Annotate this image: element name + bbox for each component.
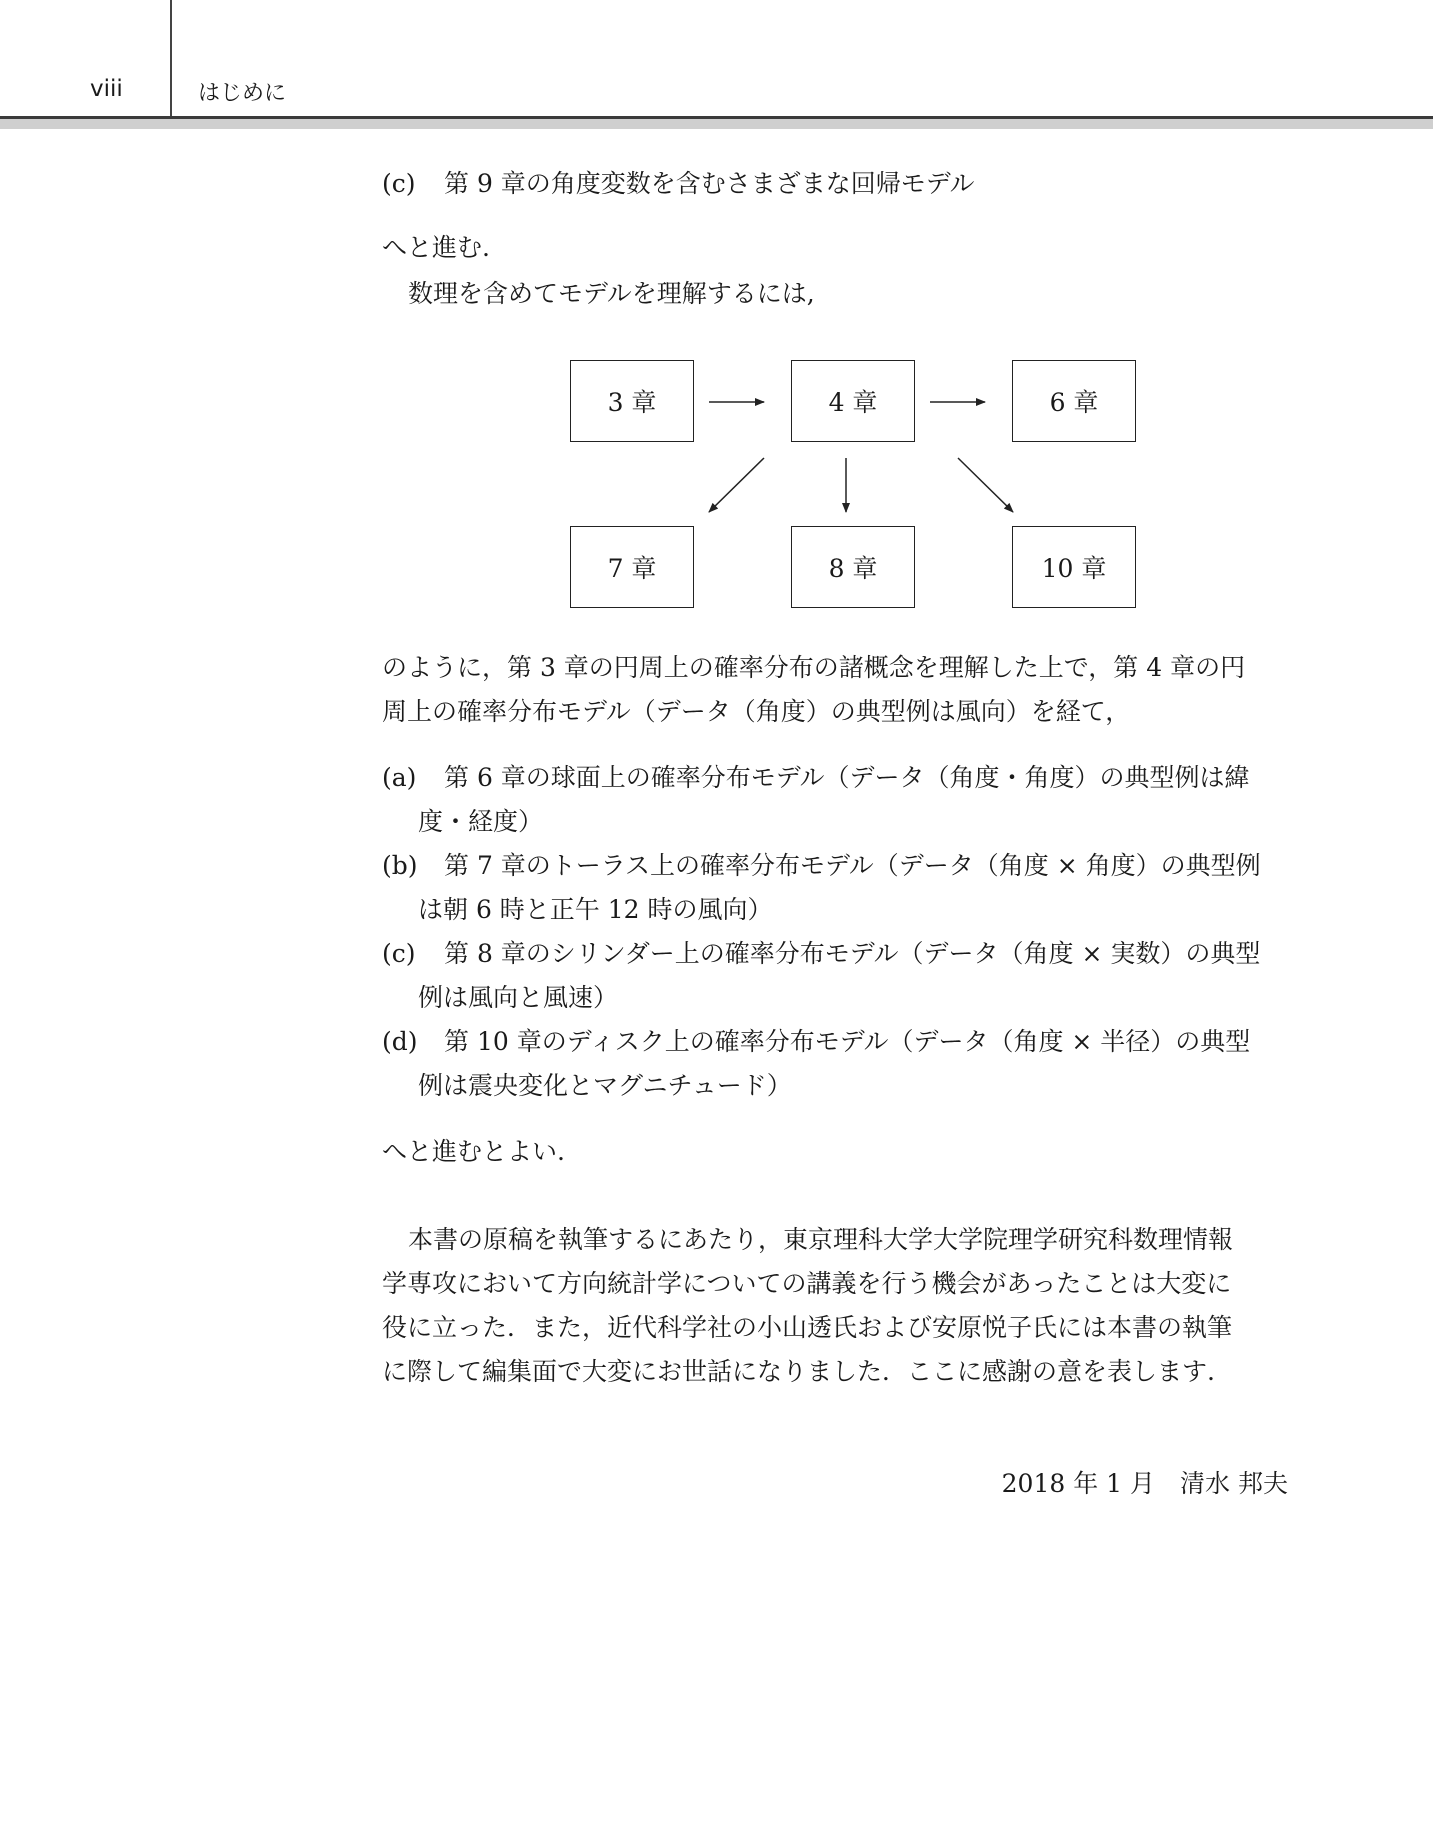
list-item-c	[382, 932, 1260, 976]
paragraph-line: 数理を含めてモデルを理解するには,	[408, 279, 815, 308]
signature-name: 清水 邦夫	[1180, 1469, 1288, 1498]
header-band	[0, 119, 1433, 129]
list-item-text: 第 7 章のトーラス上の確率分布モデル（データ（角度 × 角度）の典型例	[444, 851, 1261, 880]
list-item-text: 第 10 章のディスク上の確率分布モデル（データ（角度 × 半径）の典型	[444, 1027, 1251, 1056]
list-item-continuation: は朝 6 時と正午 12 時の風向）	[418, 895, 773, 924]
ack-line: 学専攻において方向統計学についての講義を行う機会があったことは大変に	[382, 1269, 1232, 1298]
list-item-continuation: 例は震央変化とマグニチュード）	[418, 1071, 792, 1100]
arrow-4-to-7	[709, 458, 764, 512]
signature-date: 2018 年 1 月	[1001, 1469, 1156, 1498]
list-item-a	[382, 756, 1250, 800]
node-chapter-8: 8 章	[791, 526, 915, 608]
ack-line: 本書の原稿を執筆するにあたり，東京理科大学大学院理学研究科数理情報	[408, 1225, 1234, 1254]
running-header	[0, 0, 1433, 130]
node-chapter-4: 4 章	[791, 360, 915, 442]
paragraph-line: のように，第 3 章の円周上の確率分布の諸概念を理解した上で，第 4 章の円	[382, 653, 1246, 682]
list-item-top	[382, 162, 975, 206]
node-chapter-6: 6 章	[1012, 360, 1136, 442]
list-item-label: (d)	[382, 1027, 418, 1056]
list-item-label: (c)	[382, 169, 416, 198]
header-divider	[170, 0, 172, 118]
paragraph-line: へと進むとよい.	[382, 1137, 565, 1166]
list-item-continuation: 例は風向と風速）	[418, 983, 619, 1012]
list-item-d	[382, 1020, 1250, 1064]
paragraph-line: へと進む.	[382, 233, 490, 262]
node-chapter-7: 7 章	[570, 526, 694, 608]
paragraph-line: 周上の確率分布モデル（データ（角度）の典型例は風向）を経て，	[382, 697, 1131, 726]
list-item-text: 第 9 章の角度変数を含むさまざまな回帰モデル	[444, 169, 975, 198]
node-chapter-10: 10 章	[1012, 526, 1136, 608]
arrow-4-to-10	[958, 458, 1013, 512]
list-item-continuation: 度・経度）	[418, 807, 544, 836]
list-item-text: 第 8 章のシリンダー上の確率分布モデル（データ（角度 × 実数）の典型	[444, 939, 1261, 968]
node-chapter-3: 3 章	[570, 360, 694, 442]
list-item-b	[382, 844, 1261, 888]
running-title: はじめに	[198, 81, 287, 106]
ack-line: 役に立った．また，近代科学社の小山透氏および安原悦子氏には本書の執筆	[382, 1313, 1233, 1342]
page-number: viii	[90, 76, 123, 102]
signature	[1002, 1462, 1288, 1506]
list-item-label: (c)	[382, 939, 416, 968]
list-item-label: (a)	[382, 763, 417, 792]
list-item-label: (b)	[382, 851, 418, 880]
list-item-text: 第 6 章の球面上の確率分布モデル（データ（角度・角度）の典型例は緯	[444, 763, 1250, 792]
ack-line: に際して編集面で大変にお世話になりました．ここに感謝の意を表します.	[382, 1357, 1215, 1386]
